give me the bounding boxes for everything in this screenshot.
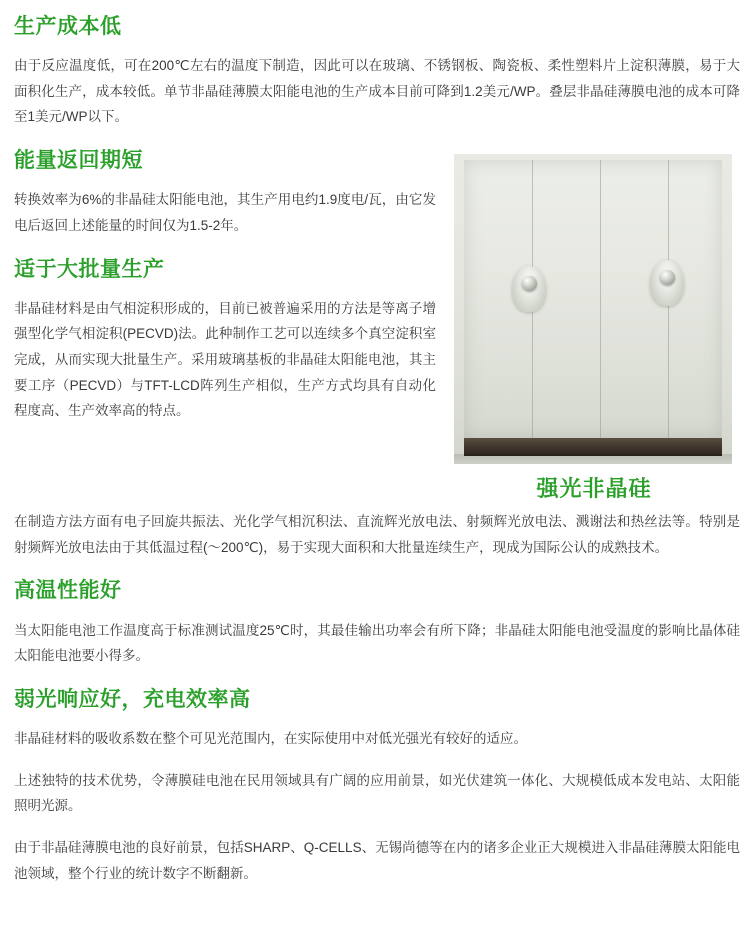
- section-paragraph: 由于反应温度低，可在200℃左右的温度下制造，因此可以在玻璃、不锈钢板、陶瓷板、柔性塑料片上淀积薄膜，易于大面积化生产，成本较低。单节非晶硅薄膜太阳能电池的生产成本目前可降到1.2美元/WP。叠层非晶硅薄膜电池的成本可降至1美元/WP以下。: [14, 58, 740, 125]
- section-paragraph: 上述独特的技术优势，令薄膜硅电池在民用领域具有广阔的应用前景，如光伏建筑一体化、大规模低成本发电站、太阳能照明光源。: [14, 772, 740, 814]
- figure-amorphous-silicon: [454, 154, 734, 503]
- cell-grid-line: [600, 160, 601, 438]
- contact-bead: [660, 270, 675, 285]
- amorphous-silicon-cell-photo: [454, 154, 732, 464]
- cell-shadow: [454, 454, 732, 464]
- section-paragraph: 非晶硅材料是由气相淀积形成的，目前已被普遍采用的方法是等离子增强型化学气相淀积(PECVD)法。此种制作工艺可以连续多个真空淀积室完成，从而实现大批量生产。采用玻璃基板的非晶硅太阳能电池，其主要工序（PECVD）与TFT-LCD阵列生产相似，生产方式均具有自动化程度高、生产效率高的特点。: [14, 300, 436, 419]
- section-paragraph: 非晶硅材料的吸收系数在整个可见光范围内，在实际使用中对低光强光有较好的适应。: [14, 731, 527, 747]
- section-high-temp: [14, 578, 740, 668]
- section-title: 适于大批量生产: [14, 257, 165, 281]
- section-low-cost: [14, 14, 740, 130]
- cell-panel: [464, 160, 722, 438]
- section-paragraph: 由于非晶硅薄膜电池的良好前景，包括SHARP、Q-CELLS、无锡尚德等在内的诸多企业正大规模进入非晶硅薄膜太阳能电池领域，整个行业的统计数字不断翻新。: [14, 839, 740, 881]
- contact-bead: [522, 276, 537, 291]
- cell-contact-right: [650, 260, 684, 306]
- section-low-light: [14, 687, 740, 886]
- figure-caption: 强光非晶硅: [536, 476, 652, 502]
- cell-contact-left: [512, 266, 546, 312]
- section-paragraph: 当太阳能电池工作温度高于标准测试温度25℃时，其最佳输出功率会有所下降；非晶硅太阳能电池受温度的影响比晶体硅太阳能电池要小得多。: [14, 622, 740, 664]
- section-paragraph: 在制造方法方面有电子回旋共振法、光化学气相沉积法、直流辉光放电法、射频辉光放电法、溅谢法和热丝法等。特别是射频辉光放电法由于其低温过程(～200℃)，易于实现大面积和大批量连续生产，现成为国际公认的成熟技术。: [14, 514, 740, 555]
- section-title: 能量返回期短: [14, 149, 143, 173]
- section-title: 生产成本低: [14, 15, 122, 38]
- section-title: 高温性能好: [14, 579, 122, 603]
- section-paragraph: 转换效率为6%的非晶硅太阳能电池，其生产用电约1.9度电/瓦，由它发电后返回上述能量的时间仅为1.5-2年。: [14, 192, 436, 233]
- section-title: 弱光响应好，充电效率高: [14, 687, 251, 711]
